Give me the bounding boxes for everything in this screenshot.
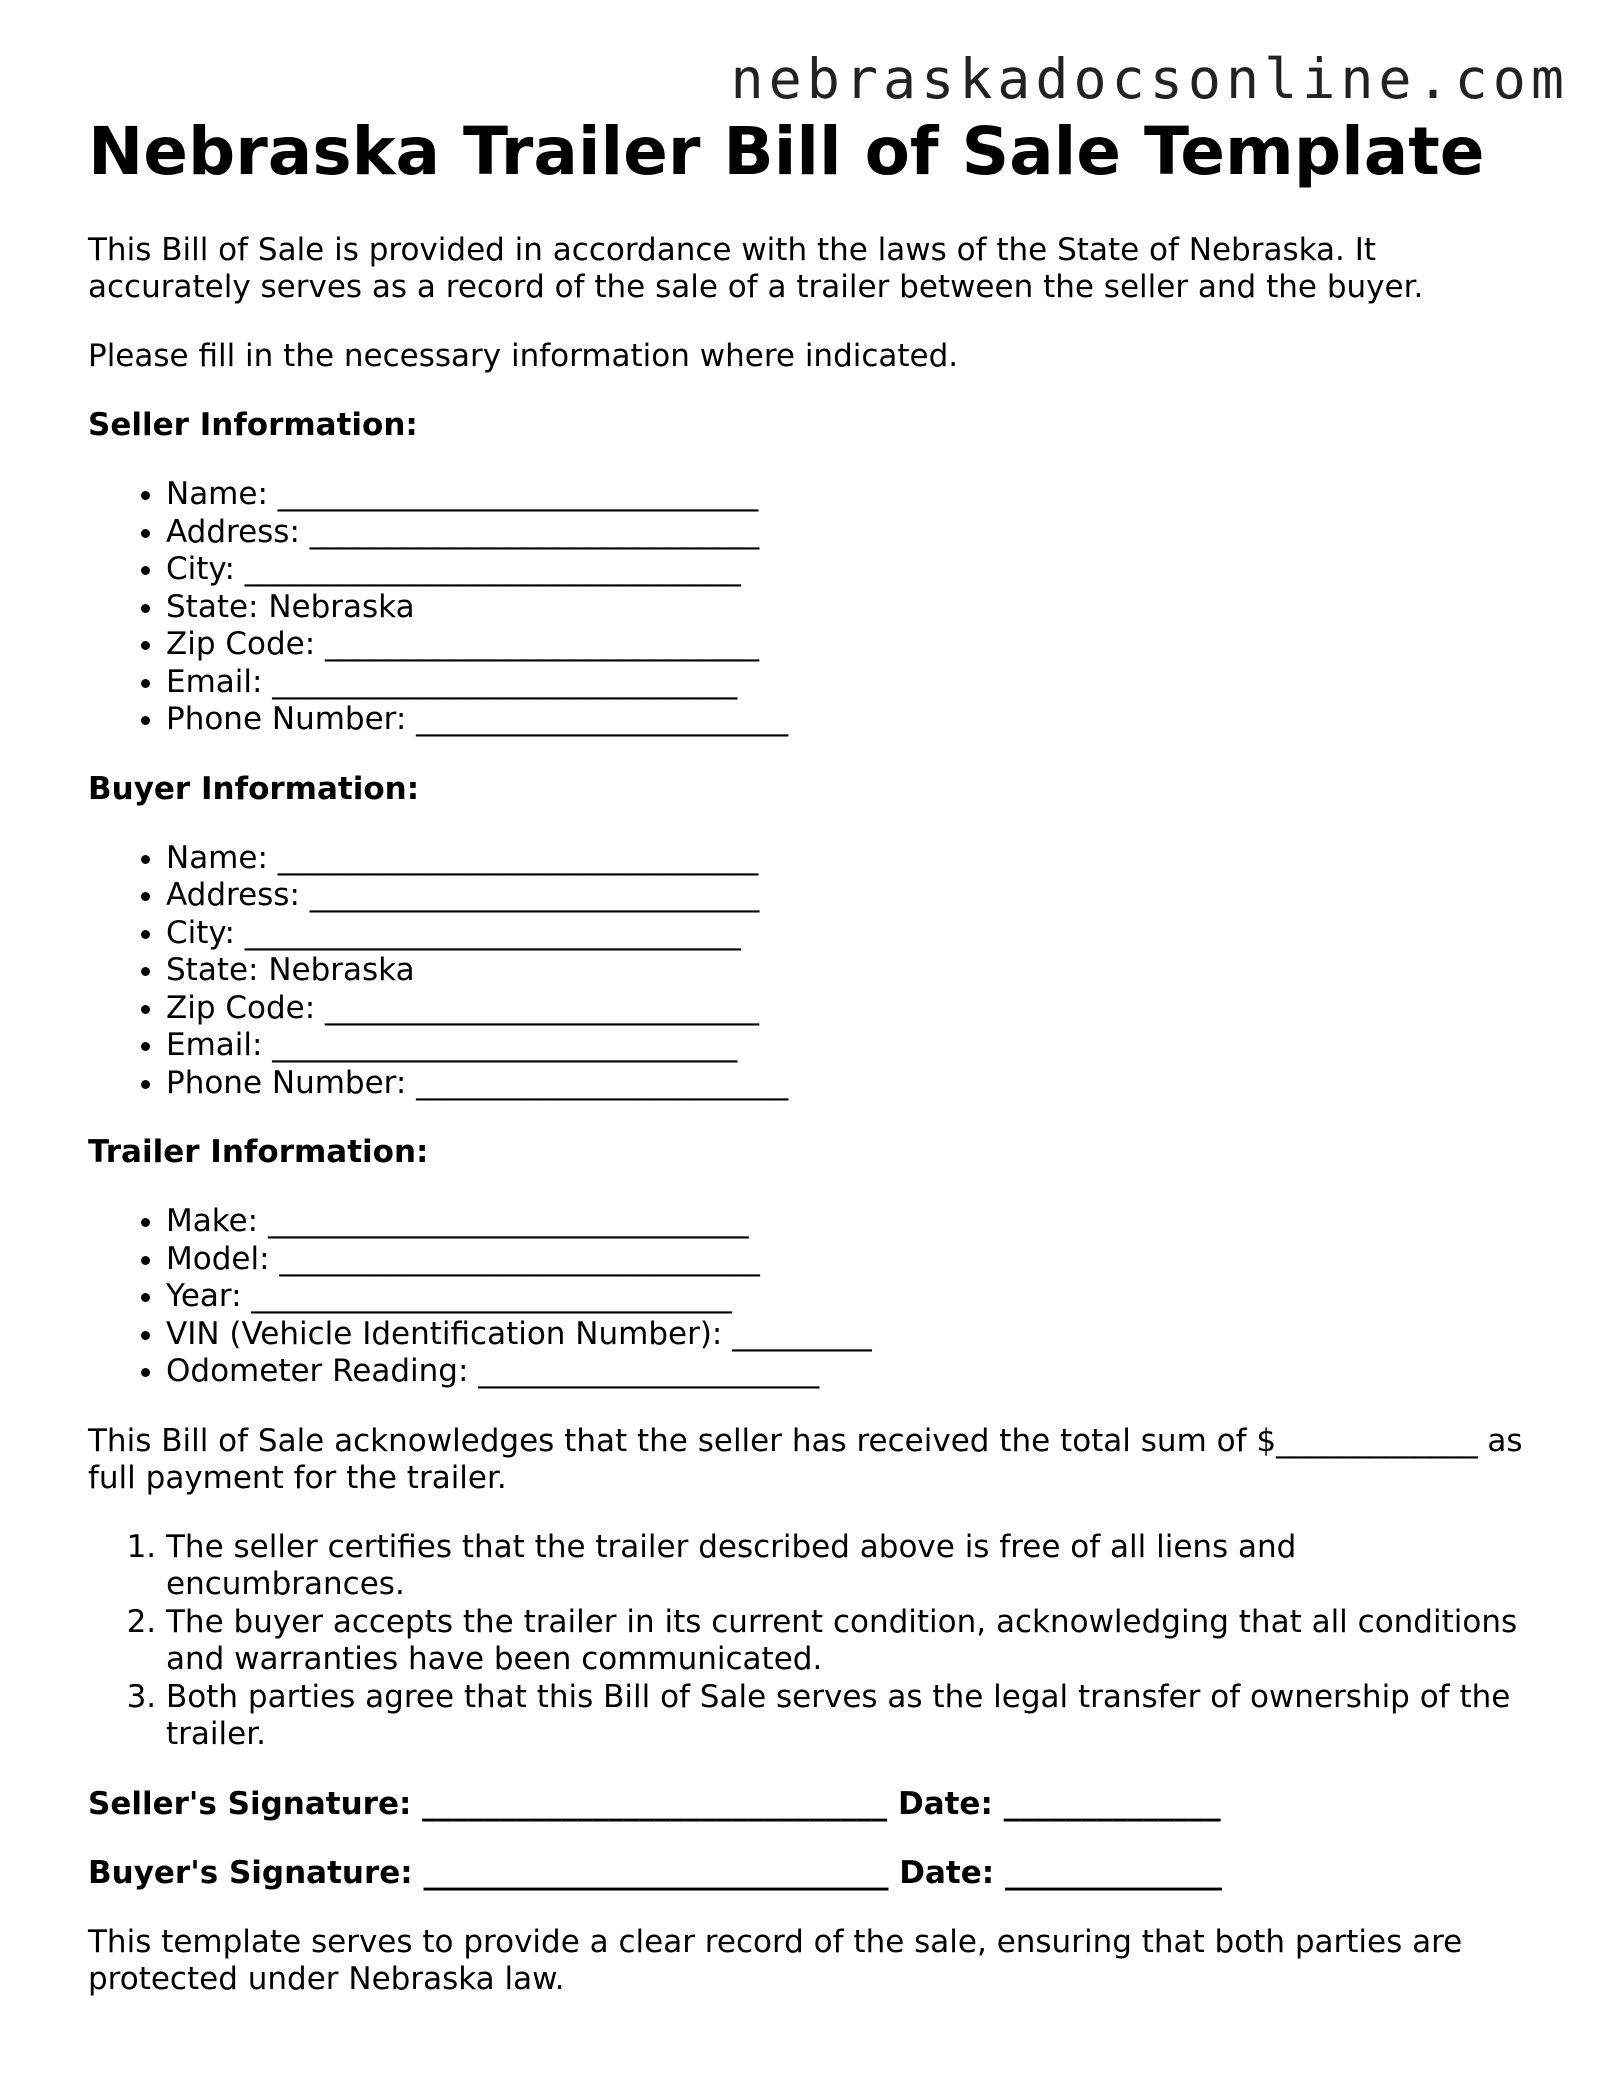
watermark: nebraskadocsonline.com	[730, 47, 1569, 111]
terms-list	[88, 1529, 1528, 1754]
trailer-vin-field[interactable]: • VIN (Vehicle Identification Number): _________	[166, 1316, 1528, 1354]
seller-heading: Seller Information:	[88, 407, 418, 443]
buyer-heading: Buyer Information:	[88, 770, 420, 807]
seller-signature-line[interactable]: Seller's Signature: ______________________________ Date: ______________	[88, 1785, 1221, 1822]
buyer-phone-field[interactable]: • Phone Number: ________________________	[166, 1065, 1528, 1103]
seller-email-field[interactable]: • Email: ______________________________	[166, 664, 1528, 702]
trailer-info-list	[88, 1203, 1528, 1391]
seller-info-list	[88, 476, 1528, 739]
buyer-name-field[interactable]: • Name: _______________________________	[166, 840, 1528, 878]
trailer-odometer-field[interactable]: • Odometer Reading: ______________________	[166, 1353, 1528, 1391]
buyer-address-field[interactable]: • Address: _____________________________	[166, 877, 1528, 915]
seller-state: • State: Nebraska	[166, 589, 1528, 627]
term-item: 1. The seller certifies that the trailer described above is free of all liens and encumbrances.	[166, 1529, 1526, 1604]
seller-address-field[interactable]: • Address: _____________________________	[166, 514, 1528, 552]
term-item: 3. Both parties agree that this Bill of Sale serves as the legal transfer of ownership of the trailer.	[166, 1679, 1526, 1754]
trailer-make-field[interactable]: • Make: _______________________________	[166, 1203, 1528, 1241]
buyer-zip-field[interactable]: • Zip Code: ____________________________	[166, 990, 1528, 1028]
seller-phone-field[interactable]: • Phone Number: ________________________	[166, 701, 1528, 739]
fill-instructions: Please fill in the necessary information where indicated.	[88, 338, 959, 374]
buyer-signature-line[interactable]: Buyer's Signature: ______________________________ Date: ______________	[88, 1854, 1222, 1891]
seller-city-field[interactable]: • City: ________________________________	[166, 551, 1528, 589]
buyer-info-list	[88, 840, 1528, 1103]
intro-paragraph: This Bill of Sale is provided in accordance with the laws of the State of Nebraska. It accurately serves as a record of the sale of a trailer between the seller and the buyer.	[88, 232, 1424, 305]
trailer-model-field[interactable]: • Model: _______________________________	[166, 1241, 1528, 1279]
term-item: 2. The buyer accepts the trailer in its current condition, acknowledging that all conditions and warranties have been communicated.	[166, 1604, 1526, 1679]
page-title: Nebraska Trailer Bill of Sale Template	[88, 113, 1485, 190]
trailer-year-field[interactable]: • Year: _______________________________	[166, 1278, 1528, 1316]
seller-name-field[interactable]: • Name: _______________________________	[166, 476, 1528, 514]
buyer-state: • State: Nebraska	[166, 952, 1528, 990]
document	[88, 112, 1528, 1998]
payment-statement: This Bill of Sale acknowledges that the seller has received the total sum of $_____________ as full payment for the trailer.	[88, 1422, 1523, 1496]
buyer-city-field[interactable]: • City: ________________________________	[166, 915, 1528, 953]
closing-paragraph: This template serves to provide a clear record of the sale, ensuring that both parties are protected under Nebraska law.	[88, 1923, 1463, 1997]
trailer-heading: Trailer Information:	[88, 1134, 429, 1170]
buyer-email-field[interactable]: • Email: ______________________________	[166, 1027, 1528, 1065]
seller-zip-field[interactable]: • Zip Code: ____________________________	[166, 626, 1528, 664]
